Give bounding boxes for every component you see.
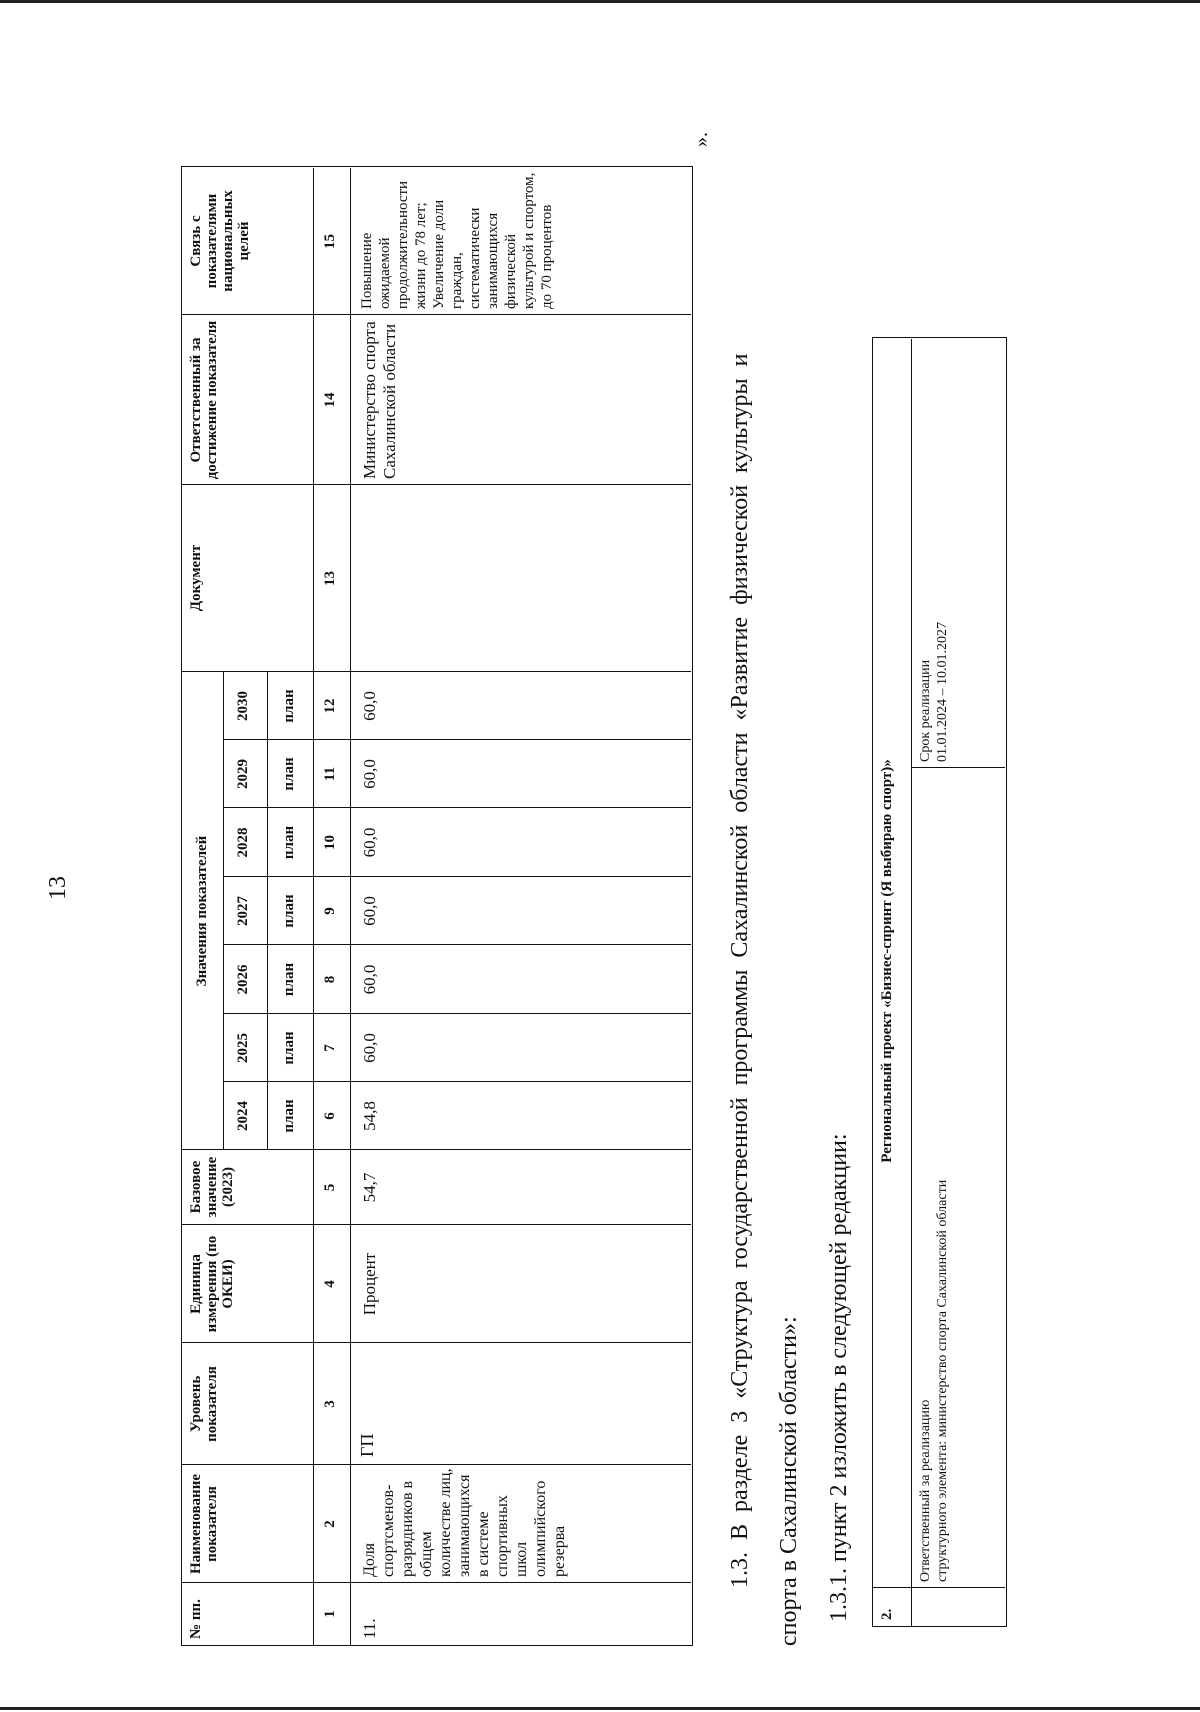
- paragraph-1-3-continued: спорта в Сахалинской области»:: [776, 1316, 802, 1646]
- header-document: Документ: [188, 544, 204, 612]
- header-level: Уровень показателя: [188, 1366, 220, 1442]
- column-number: 7: [322, 1044, 338, 1052]
- value-2027: 60,0: [360, 896, 379, 926]
- header-name: Наименование показателя: [188, 1474, 220, 1574]
- header-year: 2025: [235, 1033, 251, 1063]
- plan-label: план: [281, 757, 297, 791]
- project-responsible-value: структурного элемента: министерство спорта Сахалинской области: [935, 1179, 950, 1582]
- header-link: Связь с показателями национальных целей: [188, 190, 252, 292]
- column-number: 2: [322, 1520, 338, 1528]
- indicator-name: Доля спортсменов-разрядников в общем количестве лиц, занимающихся в системе спортивных школ олимпийского резерва: [361, 1468, 568, 1577]
- indicator-unit: Процент: [360, 1252, 379, 1316]
- row-number: 11.: [360, 1618, 379, 1639]
- value-2030: 60,0: [360, 691, 379, 721]
- project-table: [872, 337, 1007, 1627]
- column-number: 13: [322, 571, 338, 586]
- header-unit: Единица измерения (по ОКЕИ): [188, 1235, 236, 1333]
- header-year: 2026: [235, 964, 251, 995]
- plan-label: план: [281, 1031, 297, 1065]
- column-number: 10: [322, 835, 338, 850]
- header-base: Базовое значение (2023): [188, 1156, 236, 1218]
- column-number: 5: [322, 1183, 338, 1192]
- project-term-value: 01.01.2024 – 10.01.2027: [935, 622, 950, 762]
- header-num: № пп.: [188, 1599, 204, 1639]
- column-number: 11: [322, 766, 338, 782]
- header-year: 2024: [235, 1101, 251, 1131]
- closing-quote: ».: [690, 132, 712, 147]
- column-number: 1: [322, 1610, 338, 1618]
- column-number: 14: [322, 392, 338, 408]
- paragraph-1-3: 1.3. В разделе 3 «Структура государственной программы Сахалинской области «Развитие физической культуры и: [727, 353, 753, 1588]
- paragraph-1-3-1: 1.3.1. пункт 2 изложить в следующей редакции:: [826, 1133, 852, 1622]
- header-year: 2030: [235, 691, 251, 721]
- plan-label: план: [281, 825, 297, 860]
- indicator-level: ГП: [357, 1433, 377, 1457]
- value-2029: 60,0: [360, 759, 379, 789]
- value-2025: 60,0: [360, 1033, 379, 1063]
- header-year: 2028: [235, 827, 251, 858]
- column-number: 15: [322, 234, 338, 249]
- project-responsible-label: Ответственный за реализацию: [918, 1399, 933, 1582]
- value-2024: 54,8: [360, 1101, 379, 1131]
- project-title: Региональный проект «Бизнес-спринт (Я выбираю спорт)»: [879, 759, 895, 1163]
- column-number: 12: [322, 698, 338, 714]
- column-number: 8: [322, 975, 338, 984]
- plan-label: план: [281, 689, 297, 723]
- indicators-table: [181, 166, 693, 1646]
- header-responsible: Ответственный за достижение показателя: [188, 320, 220, 480]
- plan-label: план: [281, 1099, 297, 1133]
- base-value: 54,7: [360, 1172, 379, 1203]
- column-number: 9: [322, 907, 338, 915]
- indicator-responsible: Министерство спорта Сахалинской области: [360, 321, 399, 479]
- column-number: 6: [322, 1112, 338, 1120]
- plan-label: план: [281, 894, 297, 928]
- indicator-link: Повышение ожидаемой продолжительности жизни до 78 лет; Увеличение доли граждан, систематически занимающихся физической культурой и спортом, до 70 процентов: [359, 172, 555, 309]
- column-number: 3: [322, 1400, 338, 1408]
- column-number: 4: [322, 1280, 338, 1288]
- project-number: 2.: [879, 1608, 895, 1620]
- plan-label: план: [281, 962, 297, 997]
- header-year: 2029: [235, 759, 251, 789]
- header-year: 2027: [235, 896, 251, 926]
- value-2028: 60,0: [360, 827, 379, 858]
- project-term-label: Срок реализации: [918, 659, 933, 762]
- page-number: 13: [45, 876, 71, 900]
- header-values-group: Значения показателей: [194, 835, 210, 987]
- value-2026: 60,0: [360, 964, 379, 995]
